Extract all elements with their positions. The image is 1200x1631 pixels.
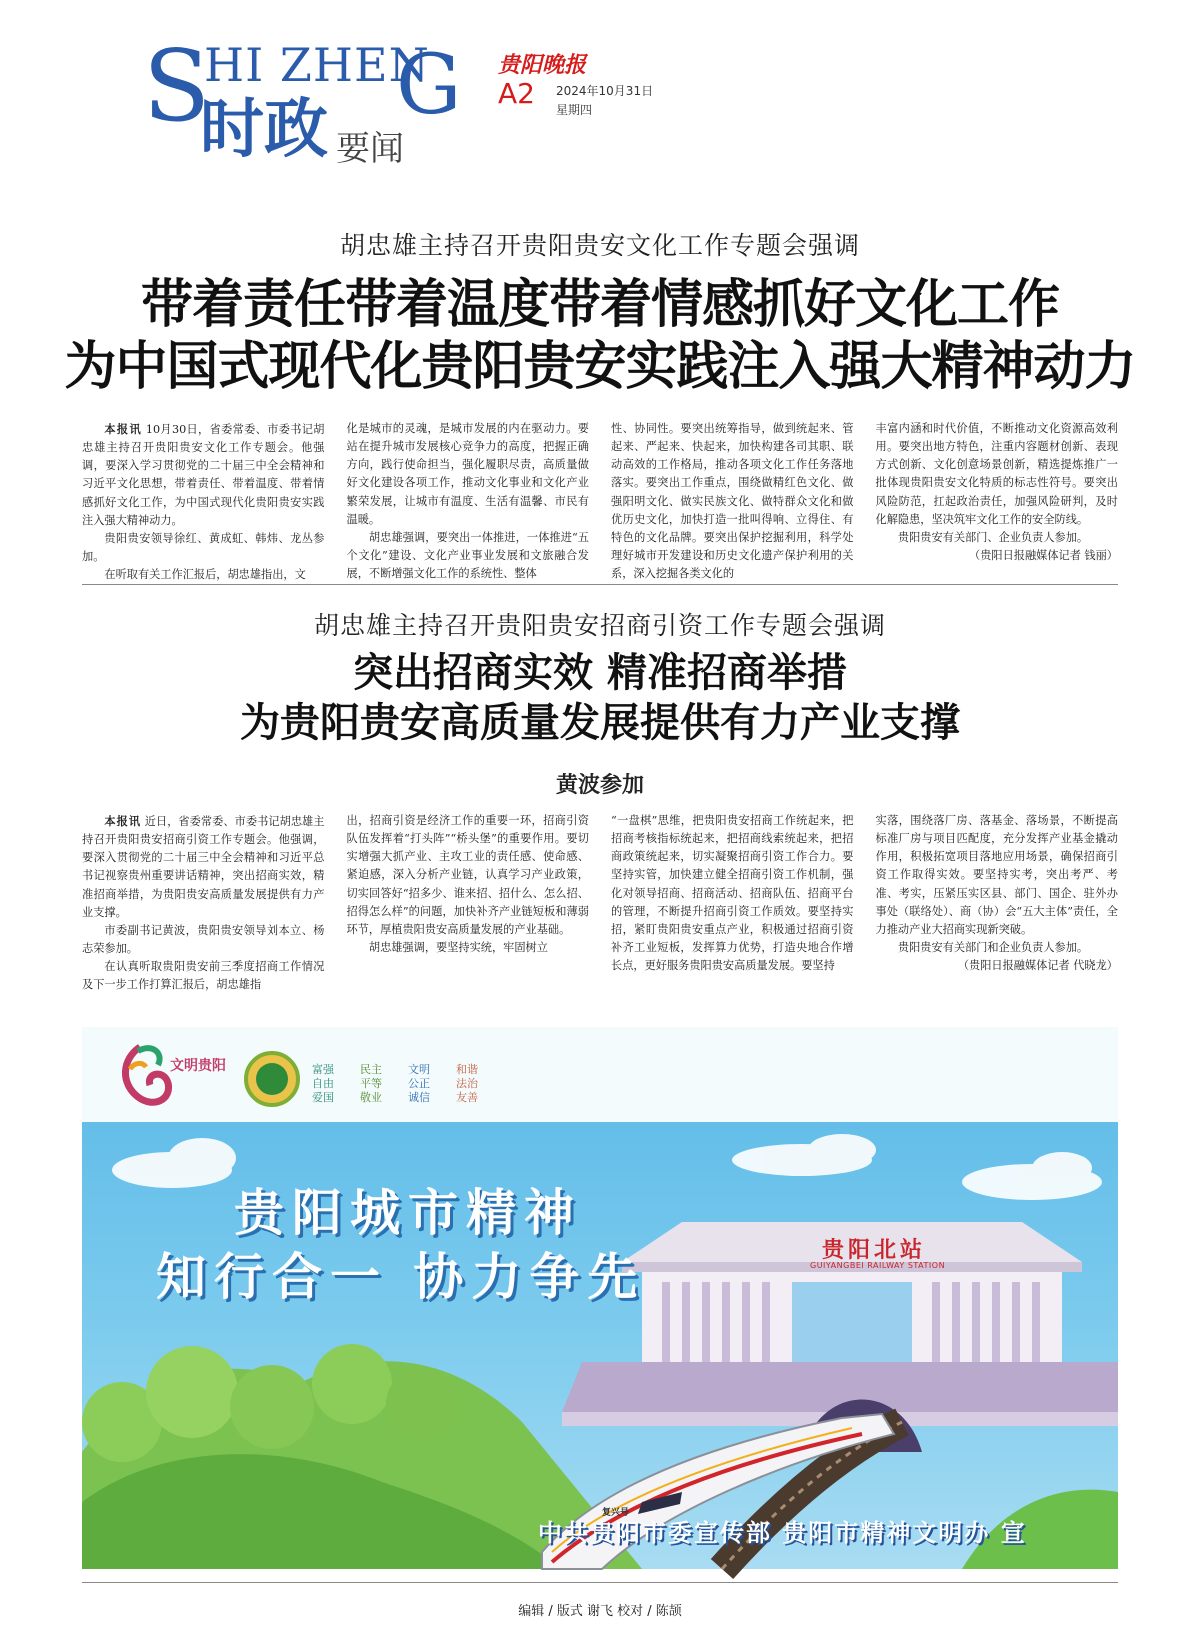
masthead-latin-title: HI ZHEN (204, 38, 430, 92)
newspaper-name: 贵阳晚报 (498, 52, 587, 78)
masthead-initial-s: S (143, 30, 211, 144)
paragraph (347, 529, 590, 583)
core-value: 民主 (360, 1063, 382, 1076)
paragraph-text: 在认真听取贵阳贵安前三季度招商工作情况及下一步工作打算汇报后，胡忠雄指 (82, 960, 325, 992)
core-value: 平等 (360, 1076, 382, 1090)
article2-headline-line2: 为贵阳贵安高质量发展提供有力产业支撑 (240, 700, 960, 746)
civilized-guiyang-logo (112, 1039, 302, 1113)
paragraph (876, 957, 1119, 975)
paragraph-text: 在听取有关工作汇报后，胡忠雄指出，文 (104, 568, 306, 582)
paragraph (82, 958, 325, 994)
paragraph-text: 贵阳贵安领导徐红、黄成虹、韩炜、龙丛参加。 (82, 531, 325, 563)
section-subtitle: 要闻 (336, 129, 404, 169)
paragraph-text: 丰富内涵和时代价值，不断推动文化资源高效利用。要突出地方特色，注重内容题材创新、表现方式创新、文化创意场景创新，精选提炼推广一批体现贵阳贵安文化特质的标志性符号。要突出风险防范，扛起政治责任，加强风险研判，及时化解隐患，坚决筑牢文化工作的安全防线。 (875, 422, 1118, 526)
paragraph-text: 实落，围绕落厂房、落基金、落场景，不断提高标准厂房与项目匹配度，充分发挥产业基金撬动作用，积极拓宽项目落地应用场景，确保招商引资工作取得实效。要坚持实考，突出考严、考准、考实，压紧压实区县、部门、国企、驻外办事处（联络处）、商（协）会“五大主体”责任，全力推动产业大招商实现新突破。 (875, 814, 1118, 936)
core-value: 法治 (456, 1076, 478, 1090)
paragraph (82, 812, 325, 922)
paragraph (876, 812, 1119, 939)
paragraph-text: 胡忠雄强调，要坚持实统，牢固树立 (368, 940, 548, 954)
paragraph-text: 胡忠雄强调，要突出一体推进，一体推进“五个文化”建设、文化产业事业发展和文旅融合发展，不断增强文化工作的系统性、整体 (346, 530, 589, 581)
paragraph-text: 贵阳贵安有关部门和企业负责人参加。 (897, 940, 1089, 954)
issue-weekday: 星期四 (556, 103, 593, 117)
paragraph-text: 化是城市的灵魂，是城市发展的内在驱动力。要站在提升城市发展核心竞争力的高度，把握正确方向，践行使命担当，强化履职尽责，高质量做好文化建设各项工作，推动文化事业和文化产业繁荣发展，让城市有温度、生活有温馨、市民有温暖。 (346, 422, 589, 526)
article2-kicker: 胡忠雄主持召开贵阳贵安招商引资工作专题会强调 (313, 611, 886, 640)
article1-column (82, 420, 325, 582)
core-value: 敬业 (360, 1090, 382, 1104)
article2-column (875, 812, 1119, 973)
station-sign: 贵阳北站 (822, 1238, 927, 1263)
paragraph (347, 420, 590, 529)
core-values-grid (302, 1063, 488, 1104)
article1-kicker: 胡忠雄主持召开贵阳贵安文化工作专题会强调 (339, 231, 860, 260)
core-value: 诚信 (408, 1090, 430, 1104)
core-value: 爱国 (312, 1090, 334, 1104)
city-spirit-slogan-line2: 知行合一 协力争先 (156, 1248, 646, 1306)
article2-column (611, 812, 854, 973)
paragraph-text: “一盘棋”思维，把贵阳贵安招商工作统起来，把招商考核指标统起来，把招商线索统起来，把招商政策统起来，切实凝聚招商引资工作合力。要坚持实管，加快建立健全招商引资工作机制，强化对领导招商、招商活动、招商队伍、招商平台的管理，不断提升招商引资工作质效。要坚持实招，紧盯贵阳贵安重点产业，积极通过招商引资补齐工业短板，发挥算力优势，打造央地合作增长点，更好服务贵阳贵安高质量发展。要坚持 (611, 814, 854, 973)
paragraph (347, 939, 590, 957)
dateline-label: 本报讯 (104, 422, 142, 436)
article2-headline-line1: 突出招商实效 精准招商举措 (353, 650, 847, 696)
paragraph-text: 10月30日，省委常委、市委书记胡忠雄主持召开贵阳贵安文化工作专题会。他强调，要深入学习贯彻党的二十届三中全会精神和习近平文化思想，带着责任、带着温度、带着情感抓好文化工作，为中国式现代化贵阳贵安实践注入强大精神动力。 (82, 423, 325, 527)
footer-divider (82, 1582, 1118, 1583)
paragraph (876, 939, 1119, 957)
logo-text: 文明贵阳 (170, 1058, 226, 1074)
paragraph-text: 市委副书记黄波，贵阳贵安领导刘本立、杨志荣参加。 (82, 923, 325, 955)
article-divider (82, 584, 1118, 585)
paragraph (876, 529, 1119, 547)
paragraph-text: （贵阳日报融媒体记者 代晓龙） (957, 959, 1118, 973)
paragraph-text: 近日，省委常委、市委书记胡忠雄主持召开贵阳贵安招商引资工作专题会。他强调，要深入贯彻党的二十届三中全会精神和习近平总书记视察贵州重要讲话精神，突出招商实效，精准招商举措，为贵阳贵安高质量发展提供有力产业支撑。 (82, 815, 325, 919)
article1-column (611, 420, 854, 581)
station-sign-english: GUIYANGBEI RAILWAY STATION (810, 1261, 946, 1270)
paragraph (876, 547, 1119, 565)
editor-credit: 编辑 / 版式 谢飞 校对 / 陈颉 (518, 1604, 682, 1619)
core-value: 公正 (408, 1076, 430, 1090)
article1-headline-line2: 为中国式现代化贵阳贵安实践注入强大精神动力 (64, 337, 1136, 397)
paragraph-text: 出，招商引资是经济工作的重要一环，招商引资队伍发挥着“打头阵”“桥头堡”的重要作用。要切实增强大抓产业、主攻工业的责任感、使命感、紧迫感，深入分析产业链，认真学习产业政策，切实回答好“招多少、谁来招、招什么、怎么招、招得怎么样”的问题，加快补齐产业链短板和薄弱环节，厚植贵阳贵安高质量发展的产业基础。 (346, 814, 589, 936)
paragraph (876, 420, 1119, 529)
city-spirit-slogan-line1: 贵阳城市精神 (234, 1184, 582, 1242)
paragraph (611, 812, 854, 975)
banner-publisher: 中共贵阳市委宣传部 贵阳市精神文明办 宣 (538, 1519, 1027, 1547)
article2-column (347, 812, 590, 966)
issue-date: 2024年10月31日 (556, 84, 654, 98)
paragraph (82, 566, 325, 584)
section-title: 时政 (200, 93, 328, 167)
core-value: 友善 (456, 1090, 478, 1104)
paragraph (82, 420, 325, 530)
article1-headline-line1: 带着责任带着温度带着情感抓好文化工作 (140, 275, 1059, 335)
article1-column (346, 420, 590, 581)
page-number: A2 (498, 77, 535, 110)
paragraph (611, 420, 854, 583)
article1-column (876, 420, 1119, 566)
paragraph-text: （贵阳日报融媒体记者 钱丽） (969, 548, 1118, 562)
paragraph (82, 530, 325, 566)
masthead-initial-g: G (396, 38, 462, 133)
article2-body (82, 812, 1118, 992)
core-value: 富强 (312, 1063, 334, 1076)
article2-byline: 黄波参加 (555, 773, 644, 798)
paragraph-text: 性、协同性。要突出统筹指导，做到统起来、管起来、严起来、快起来，加快构建各司其职、联动高效的工作格局，推动各项文化工作任务落地落实。要突出工作重点，围绕做精红色文化、做强阳明文化、做实民族文化、做特群众文化和做优历史文化，加快打造一批叫得响、立得住、有特色的文化品牌。要突出保护挖掘利用，科学处理好城市开发建设和历史文化遗产保护利用的关系，深入挖掘各类文化的 (611, 422, 854, 581)
core-value: 自由 (312, 1076, 334, 1090)
paragraph (347, 812, 590, 939)
core-value: 和谐 (456, 1063, 478, 1076)
paragraph-text: 贵阳贵安有关部门、企业负责人参加。 (897, 530, 1089, 544)
train-name: 复兴号 (602, 1508, 630, 1518)
civic-banner (82, 1027, 1118, 1569)
article2-column (82, 812, 325, 992)
paragraph (82, 922, 325, 958)
article1-body (82, 420, 1118, 582)
dateline-label: 本报讯 (104, 814, 142, 828)
core-value: 文明 (408, 1063, 430, 1076)
